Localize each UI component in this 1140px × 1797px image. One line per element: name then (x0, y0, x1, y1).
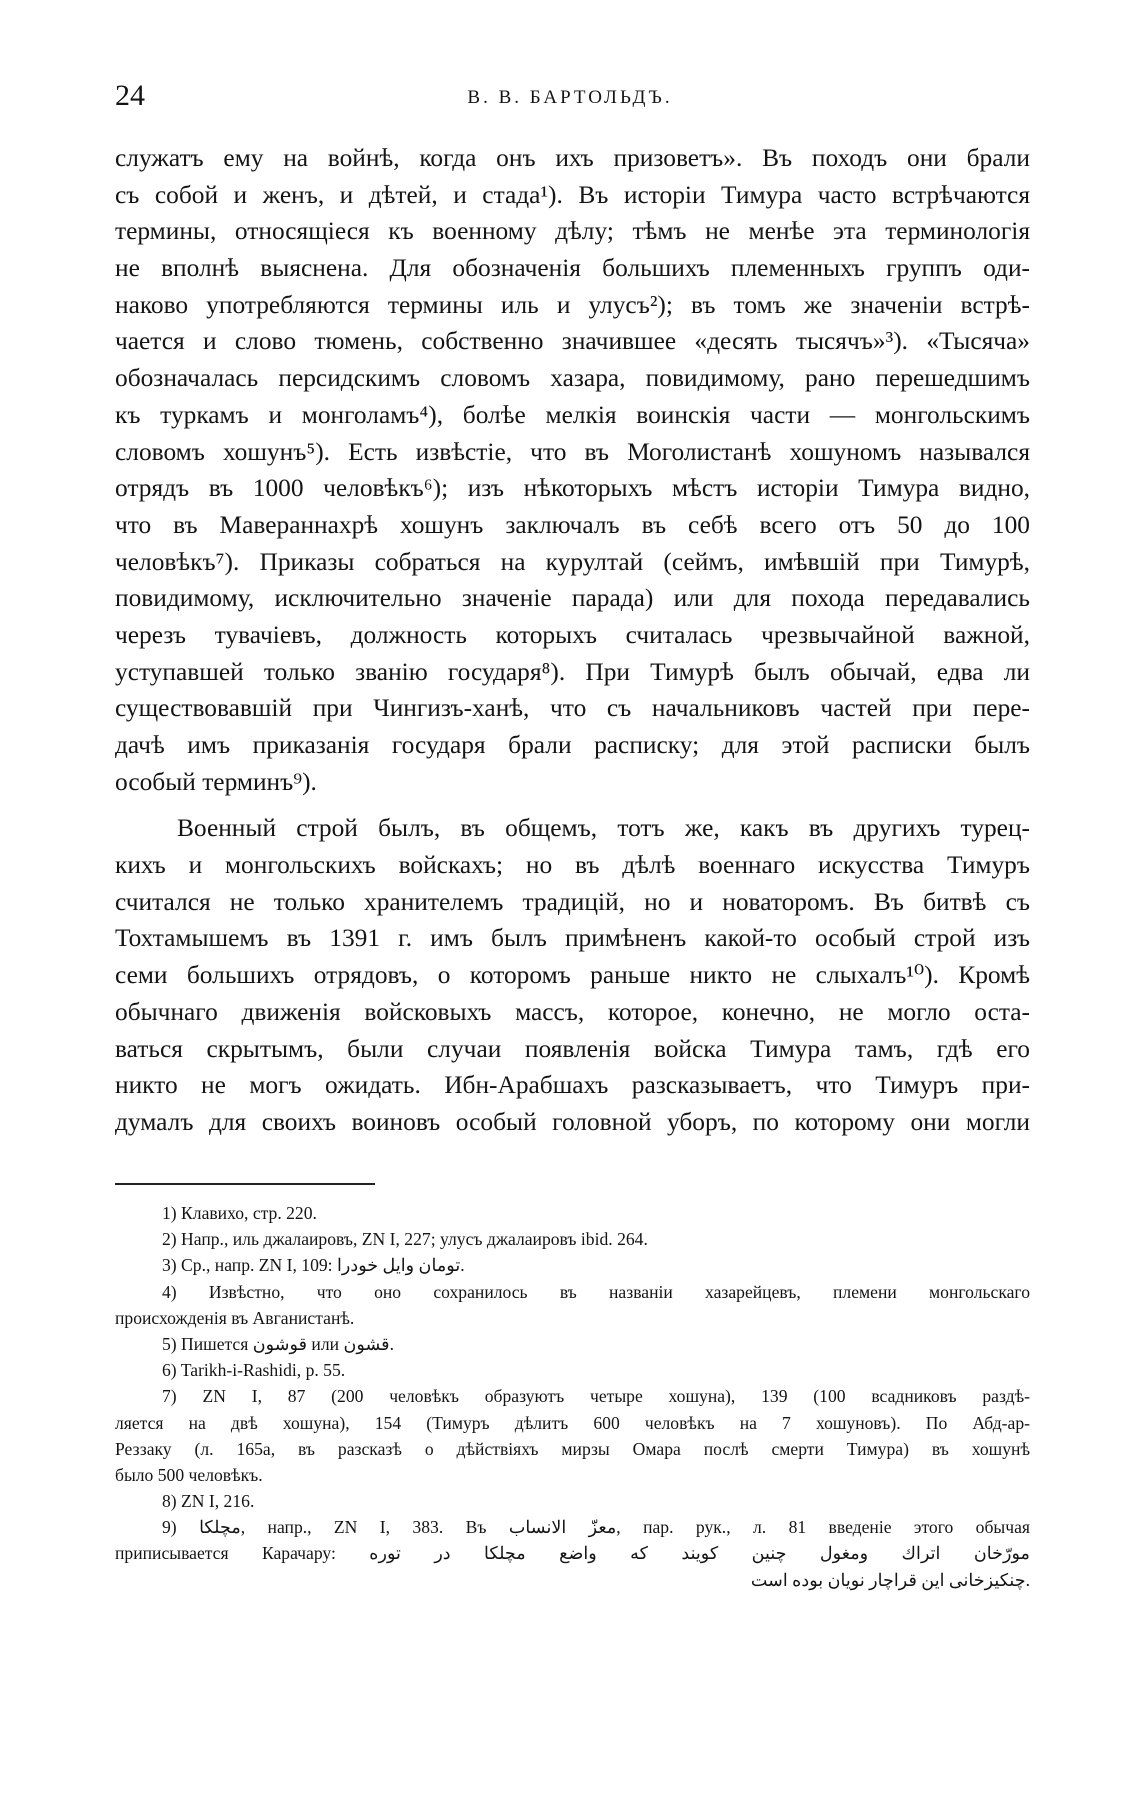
body-line: дачѣ имъ приказанія государя брали расписку; для этой расписки былъ (115, 731, 1030, 759)
footnote-line: происхожденія въ Авганистанѣ. (115, 1307, 355, 1328)
body-line: считался не только хранителемъ традицій, но и новаторомъ. Въ битвѣ съ (115, 887, 1030, 916)
footnote-line: 2) Напр., иль джалаировъ, ZN I, 227; улусъ джалаировъ ibid. 264. (162, 1229, 648, 1250)
body-line: отрядъ въ 1000 человѣкъ⁶); изъ нѣкоторыхъ мѣстъ исторіи Тимура видно, (115, 474, 1030, 503)
footnote-line: چنکیزخانی این قراچار نویان بوده است. (750, 1569, 1030, 1590)
footnote-line: было 500 человѣкъ. (115, 1464, 263, 1485)
body-line: кихъ и монгольскихъ войскахъ; но въ дѣлѣ военнаго искусства Тимуръ (115, 851, 1030, 880)
footnote-line: 4) Извѣстно, что оно сохранилось въ названіи хазарейцевъ, племени монгольскаго (162, 1281, 1030, 1302)
body-line: наково употребляются термины иль и улусъ²); въ томъ же значеніи встрѣ- (115, 290, 1030, 319)
page-header (115, 76, 1025, 116)
body-line: существовавшій при Чингизъ-ханѣ, что съ начальниковъ частей при пере- (115, 694, 1030, 723)
footnote-line: приписывается Карачару: مورّخان اتراك ومغول چنین کویند که واضع مچلکا در توره (115, 1543, 1030, 1564)
footnote-line: 5) Пишется قوشون или قشون. (162, 1333, 394, 1354)
body-line: особый терминъ⁹). (115, 767, 317, 796)
body-line: словомъ хошунъ⁵). Есть извѣстіе, что въ Моголистанѣ хошуномъ назывался (115, 437, 1030, 466)
footnote-line: 6) Tarikh-i-Rashidi, p. 55. (162, 1360, 346, 1381)
body-line: что въ Мавераннахрѣ хошунъ заключалъ въ себѣ всего отъ 50 до 100 (115, 510, 1030, 539)
body-line: обычнаго движенія войсковыхъ массъ, которое, конечно, не могло оста- (115, 997, 1030, 1026)
footnote-line: 3) Ср., напр. ZN I, 109: تومان وایل خودرا. (162, 1255, 465, 1276)
footnote-divider (115, 1183, 375, 1185)
body-line: уступавшей только званію государя⁸). При Тимурѣ былъ обычай, едва ли (115, 657, 1030, 686)
footnote-line: 8) ZN I, 216. (162, 1491, 255, 1512)
body-line: Военный строй былъ, въ общемъ, тотъ же, какъ въ другихъ турец- (177, 814, 1030, 843)
footnote-line: 1) Клавихо, стр. 220. (162, 1203, 317, 1223)
body-line: обозначалась персидскимъ словомъ хазара, повидимому, рано перешедшимъ (115, 364, 1030, 393)
footnotes (115, 1200, 1030, 1593)
body-line: повидимому, исключительно значеніе парада) или для похода передавались (115, 584, 1030, 613)
body-line: никто не могъ ожидать. Ибн-Арабшахъ разсказываетъ, что Тимуръ при- (115, 1071, 1030, 1100)
body-line: къ туркамъ и монголамъ⁴), болѣе мелкія воинскія части — монгольскимъ (115, 400, 1030, 429)
body-text (115, 140, 1030, 1141)
body-line: ваться скрытымъ, были случаи появленія войска Тимура тамъ, гдѣ его (115, 1034, 1030, 1063)
body-line: чается и слово тюмень, собственно значившее «десять тысячъ»³). «Тысяча» (115, 327, 1030, 356)
body-line: человѣкъ⁷). Приказы собраться на курултай (сеймъ, имѣвшій при Тимурѣ, (115, 547, 1030, 576)
footnote-line: Реззаку (л. 165а, въ разсказѣ о дѣйствіяхъ мирзы Омара послѣ смерти Тимура) въ хошунѣ (115, 1438, 1030, 1459)
body-line: не вполнѣ выяснена. Для обозначенія большихъ племенныхъ группъ оди- (115, 254, 1030, 283)
footnote-line: ляется на двѣ хошуна), 154 (Тимуръ дѣлитъ 600 человѣкъ на 7 хошуновъ). По Абд-ар- (115, 1412, 1030, 1433)
body-line: семи большихъ отрядовъ, о которомъ раньше никто не слыхалъ¹⁰). Кромѣ (115, 961, 1030, 990)
page-number: 24 (115, 79, 145, 112)
footnote-line: 9) مچلکا, напр., ZN I, 383. Въ معزّ الانساب, пар. рук., л. 81 введеніе этого обычая (162, 1517, 1030, 1538)
body-line: служатъ ему на войнѣ, когда онъ ихъ призоветъ». Въ походъ они брали (115, 144, 1030, 172)
body-line: съ собой и женъ, и дѣтей, и стада¹). Въ исторіи Тимура часто встрѣчаются (115, 180, 1030, 209)
body-line: Тохтамышемъ въ 1391 г. имъ былъ примѣненъ какой-то особый строй изъ (115, 924, 1030, 953)
footnote-line: 7) ZN I, 87 (200 человѣкъ образуютъ четыре хошуна), 139 (100 всадниковъ раздѣ- (162, 1386, 1030, 1407)
running-title: В. В. БАРТОЛЬДЪ. (467, 87, 673, 108)
body-line: думалъ для своихъ воиновъ особый головной уборъ, по которому они могли (115, 1107, 1030, 1136)
body-line: термины, относящіеся къ военному дѣлу; тѣмъ не менѣе эта терминологія (115, 217, 1030, 246)
body-line: черезъ тувачіевъ, должность которыхъ считалась чрезвычайной важной, (115, 620, 1030, 649)
